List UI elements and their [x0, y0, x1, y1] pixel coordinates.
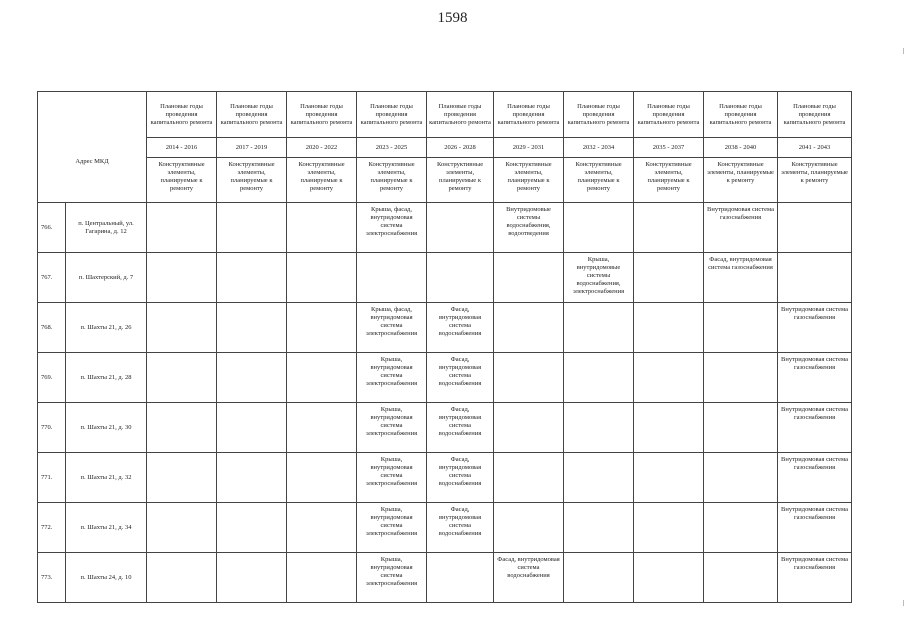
repair-elements-cell	[564, 353, 634, 403]
repair-elements-cell: Внутридомовые системы водоснабжения, водоотведения	[494, 203, 564, 253]
repair-elements-cell	[564, 203, 634, 253]
table-row	[38, 453, 852, 503]
repair-elements-cell	[704, 353, 778, 403]
repair-elements-cell	[704, 503, 778, 553]
repair-elements-cell	[147, 353, 217, 403]
repair-elements-cell	[147, 453, 217, 503]
repair-elements-cell	[287, 203, 357, 253]
repair-elements-cell	[634, 353, 704, 403]
repair-elements-cell	[287, 253, 357, 303]
repair-elements-cell	[427, 253, 494, 303]
repair-elements-cell: Внутридомовая система газоснабжения	[778, 403, 852, 453]
repair-elements-cell: Внутридомовая система газоснабжения	[778, 353, 852, 403]
elements-header: Конструктивные элементы, планируемые к ремонту	[217, 158, 287, 203]
repair-elements-cell	[634, 503, 704, 553]
repair-elements-cell	[217, 203, 287, 253]
repair-elements-cell	[287, 403, 357, 453]
repair-elements-cell	[634, 453, 704, 503]
table-row	[38, 503, 852, 553]
repair-elements-cell	[287, 503, 357, 553]
table-row	[38, 403, 852, 453]
repair-elements-cell: Фасад, внутридомовая система водоснабжения	[494, 553, 564, 603]
period-header: 2023 - 2025	[357, 138, 427, 158]
repair-elements-cell	[634, 553, 704, 603]
repair-elements-cell	[427, 553, 494, 603]
repair-elements-cell	[564, 403, 634, 453]
plan-years-header: Плановые годы проведения капитального ремонта	[217, 92, 287, 138]
plan-years-header: Плановые годы проведения капитального ремонта	[357, 92, 427, 138]
repair-elements-cell: Крыша, внутридомовая система электроснабжения	[357, 453, 427, 503]
repair-elements-cell: Крыша, внутридомовая система электроснабжения	[357, 353, 427, 403]
repair-elements-cell	[704, 403, 778, 453]
header-row-elements	[38, 158, 852, 203]
repair-elements-cell	[494, 353, 564, 403]
repair-elements-cell	[357, 253, 427, 303]
repair-elements-cell	[287, 553, 357, 603]
repair-elements-cell	[494, 253, 564, 303]
row-address: п. Шахты 21, д. 30	[66, 403, 147, 453]
page-number: 1598	[437, 10, 468, 26]
elements-header: Конструктивные элементы, планируемые к ремонту	[704, 158, 778, 203]
table-row	[38, 553, 852, 603]
repair-elements-cell	[778, 203, 852, 253]
plan-years-header: Плановые годы проведения капитального ремонта	[287, 92, 357, 138]
elements-header: Конструктивные элементы, планируемые к ремонту	[147, 158, 217, 203]
repair-elements-cell	[217, 353, 287, 403]
elements-header: Конструктивные элементы, планируемые к ремонту	[634, 158, 704, 203]
repair-elements-cell: Фасад, внутридомовая система водоснабжения	[427, 503, 494, 553]
repair-elements-cell: Крыша, фасад, внутридомовая система электроснабжения	[357, 203, 427, 253]
table-row	[38, 253, 852, 303]
row-number: 768.	[38, 303, 66, 353]
repair-elements-cell	[147, 553, 217, 603]
row-address: п. Центральный, ул. Гагарина, д. 12	[66, 203, 147, 253]
repair-elements-cell	[704, 553, 778, 603]
repair-elements-cell: Фасад, внутридомовая система газоснабжения	[704, 253, 778, 303]
repair-elements-cell	[147, 253, 217, 303]
row-address: п. Шахты 21, д. 28	[66, 353, 147, 403]
row-address: п. Шахты 21, д. 26	[66, 303, 147, 353]
repair-elements-cell	[634, 253, 704, 303]
row-number: 769.	[38, 353, 66, 403]
plan-years-header: Плановые годы проведения капитального ремонта	[564, 92, 634, 138]
plan-years-header: Плановые годы проведения капитального ремонта	[427, 92, 494, 138]
repair-elements-cell: Крыша, внутридомовая система электроснабжения	[357, 403, 427, 453]
row-address: п. Шахты 21, д. 32	[66, 453, 147, 503]
repair-elements-cell	[217, 403, 287, 453]
repair-elements-cell	[217, 453, 287, 503]
repair-elements-cell: Внутридомовая система газоснабжения	[778, 453, 852, 503]
table-row	[38, 353, 852, 403]
repair-elements-cell	[564, 503, 634, 553]
period-header: 2029 - 2031	[494, 138, 564, 158]
row-address: п. Шахты 24, д. 10	[66, 553, 147, 603]
table-row	[38, 303, 852, 353]
repair-elements-cell	[704, 453, 778, 503]
repair-elements-cell	[564, 453, 634, 503]
repair-elements-cell	[634, 403, 704, 453]
table-row	[38, 203, 852, 253]
repair-elements-cell: Фасад, внутридомовая система водоснабжения	[427, 403, 494, 453]
row-address: п. Шахты 21, д. 34	[66, 503, 147, 553]
row-number: 770.	[38, 403, 66, 453]
repair-elements-cell	[564, 553, 634, 603]
row-number: 766.	[38, 203, 66, 253]
elements-header: Конструктивные элементы, планируемые к ремонту	[778, 158, 852, 203]
plan-years-header: Плановые годы проведения капитального ремонта	[494, 92, 564, 138]
repair-elements-cell: Фасад, внутридомовая система водоснабжения	[427, 303, 494, 353]
plan-years-header: Плановые годы проведения капитального ремонта	[634, 92, 704, 138]
period-header: 2014 - 2016	[147, 138, 217, 158]
repair-elements-cell: Фасад, внутридомовая система водоснабжения	[427, 453, 494, 503]
repair-elements-cell	[147, 503, 217, 553]
plan-years-header: Плановые годы проведения капитального ремонта	[704, 92, 778, 138]
elements-header: Конструктивные элементы, планируемые к ремонту	[564, 158, 634, 203]
row-number: 771.	[38, 453, 66, 503]
repair-elements-cell	[287, 303, 357, 353]
repair-elements-cell	[494, 453, 564, 503]
repair-elements-cell	[564, 303, 634, 353]
plan-years-header: Плановые годы проведения капитального ремонта	[778, 92, 852, 138]
repair-elements-cell: Внутридомовая система газоснабжения	[778, 303, 852, 353]
elements-header: Конструктивные элементы, планируемые к ремонту	[287, 158, 357, 203]
elements-header: Конструктивные элементы, планируемые к ремонту	[357, 158, 427, 203]
address-header: Адрес МКД	[38, 92, 147, 203]
elements-header: Конструктивные элементы, планируемые к ремонту	[427, 158, 494, 203]
period-header: 2035 - 2037	[634, 138, 704, 158]
repair-elements-cell	[217, 253, 287, 303]
repair-elements-cell: Крыша, внутридомовые системы водоснабжения, электроснабжения	[564, 253, 634, 303]
repair-elements-cell	[634, 303, 704, 353]
row-address: п. Шахтерский, д. 7	[66, 253, 147, 303]
repair-elements-cell: Внутридомовая система газоснабжения	[778, 503, 852, 553]
plan-years-header: Плановые годы проведения капитального ремонта	[147, 92, 217, 138]
repair-elements-cell	[494, 503, 564, 553]
repair-elements-cell	[494, 303, 564, 353]
repair-elements-cell	[427, 203, 494, 253]
elements-header: Конструктивные элементы, планируемые к ремонту	[494, 158, 564, 203]
repair-elements-cell	[287, 453, 357, 503]
header-row-plan	[38, 92, 852, 138]
repair-elements-cell: Крыша, фасад, внутридомовая система электроснабжения	[357, 303, 427, 353]
row-number: 772.	[38, 503, 66, 553]
repair-elements-cell	[494, 403, 564, 453]
row-number: 773.	[38, 553, 66, 603]
repair-elements-cell	[778, 253, 852, 303]
period-header: 2026 - 2028	[427, 138, 494, 158]
repair-elements-cell: Фасад, внутридомовая система водоснабжения	[427, 353, 494, 403]
period-header: 2020 - 2022	[287, 138, 357, 158]
period-header: 2041 - 2043	[778, 138, 852, 158]
repair-elements-cell	[147, 403, 217, 453]
repair-elements-cell	[147, 303, 217, 353]
repair-elements-cell	[217, 303, 287, 353]
scan-edge-mark	[903, 600, 904, 606]
repair-elements-cell: Внутридомовая система газоснабжения	[704, 203, 778, 253]
header-row-periods	[38, 138, 852, 158]
period-header: 2038 - 2040	[704, 138, 778, 158]
scan-edge-mark	[903, 48, 904, 54]
repair-elements-cell	[217, 503, 287, 553]
repair-elements-cell	[217, 553, 287, 603]
row-number: 767.	[38, 253, 66, 303]
repair-elements-cell	[287, 353, 357, 403]
repair-elements-cell: Крыша, внутридомовая система электроснабжения	[357, 503, 427, 553]
repair-elements-cell	[147, 203, 217, 253]
repair-elements-cell	[634, 203, 704, 253]
period-header: 2017 - 2019	[217, 138, 287, 158]
repair-elements-cell	[704, 303, 778, 353]
period-header: 2032 - 2034	[564, 138, 634, 158]
repair-elements-cell: Внутридомовая система газоснабжения	[778, 553, 852, 603]
repair-elements-cell: Крыша, внутридомовая система электроснабжения	[357, 553, 427, 603]
capital-repair-schedule-table	[37, 91, 852, 603]
